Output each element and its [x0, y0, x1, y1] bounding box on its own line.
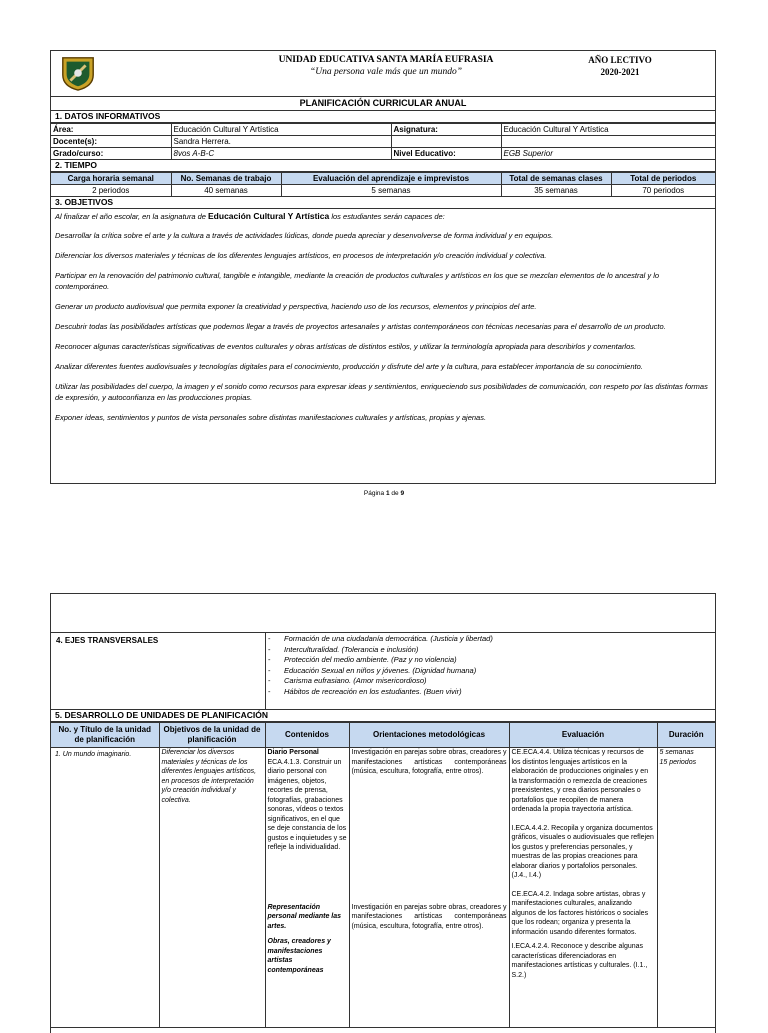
asignatura-label: Asignatura:	[391, 124, 501, 136]
intro-subject: Educación Cultural Y Artística	[208, 211, 330, 221]
ejes-list	[266, 633, 493, 709]
nivel-value: EGB Superior	[501, 148, 715, 160]
page-number-current: 1	[385, 490, 390, 497]
objective-item: Descubrir todas las posibilidades artísticas que podemos llegar a través de proyectos artesanales y artistas contemporáneos con técnicas necesarias para el desarrollo de un producto.	[55, 322, 666, 331]
objective-item: Analizar diferentes fuentes audiovisuales y tecnologías digitales para el conocimiento, producción y disfrute del arte y la cultura, para establecer importancia de su conocimiento.	[55, 362, 643, 371]
unit-duration	[657, 748, 715, 1028]
school-name-block	[201, 54, 571, 78]
duration-periods: 15 periodos	[659, 758, 697, 766]
objective-item: Participar en la renovación del patrimonio cultural, tangible e intangible, mediante la creación de productos culturales y artísticos en los que se mezclan elementos de lo ancestral y lo contemporáneo.	[55, 271, 660, 291]
docente-empty-cell	[391, 136, 501, 148]
plan-header: Objetivos de la unidad de planificación	[159, 723, 265, 748]
plan-header: Orientaciones metodológicas	[349, 723, 509, 748]
objective-item: Utilizar las posibilidades del cuerpo, la imagen y el sonido como recursos para expresar ideas y sentimientos, enriqueciendo sus posibilidades de comunicación, con respeto por las distintas formas de expresión, y autoconfianza en las producciones propias.	[55, 382, 708, 402]
objective-item: Diferenciar los diversos materiales y técnicas de los diferentes lenguajes artísticos, en procesos de interpretación y/o creación individual y colectiva.	[55, 251, 547, 260]
tiempo-value: 70 periodos	[611, 185, 715, 197]
page-number-prefix: Página	[363, 490, 386, 497]
tiempo-value: 35 semanas	[501, 185, 611, 197]
page-two	[50, 593, 716, 1033]
tiempo-header: Evaluación del aprendizaje e imprevistos	[281, 173, 501, 185]
objetivos-intro	[51, 209, 715, 224]
nivel-label: Nivel Educativo:	[391, 148, 501, 160]
page-two-header-blank	[51, 594, 715, 633]
page-number-total: 9	[400, 490, 405, 497]
tiempo-table	[51, 172, 715, 197]
objective-item: Desarrollar la crítica sobre el arte y la cultura a través de actividades lúdicas, donde pueda apreciar y desenvolverse de forma individual y en equipos.	[55, 231, 554, 240]
eval-text: I.ECA.4.4.2. Recopila y organiza documentos gráficos, visuales o audiovisuales que reflejen los gustos y preferencias personales, y muestras de las propias creaciones para elaborar diarios y portafolios personales. (J.4., I.4.)	[511, 824, 654, 879]
ejes-label: 4. EJES TRANSVERSALES	[51, 633, 266, 709]
section-datos-title: 1. DATOS INFORMATIVOS	[51, 111, 715, 123]
section-tiempo-title: 2. TIEMPO	[51, 160, 715, 172]
unit-contents	[265, 748, 349, 1028]
eval-text: I.ECA.4.2.4. Reconoce y describe algunas características diferenciadoras en manifestaciones artísticas y culturales. (I.1., S.2.)	[511, 943, 648, 979]
content-title: Obras, creadores y manifestaciones artistas contemporáneas	[267, 938, 331, 974]
plan-header: Evaluación	[509, 723, 657, 748]
section-objetivos-title: 3. OBJETIVOS	[51, 197, 715, 209]
asignatura-value: Educación Cultural Y Artística	[501, 124, 715, 136]
content-title: Diario Personal	[267, 749, 319, 756]
objective-item: Reconocer algunas características significativas de eventos culturales y obras artísticas de distintos estilos, y utilizar la terminología apropiada para describirlos y comentarlos.	[55, 342, 637, 351]
document-header	[51, 51, 715, 97]
school-name: UNIDAD EDUCATIVA SANTA MARÍA EUFRASIA	[278, 55, 494, 65]
year-label: AÑO LECTIVO	[588, 55, 652, 65]
tiempo-header: No. Semanas de trabajo	[171, 173, 281, 185]
datos-table	[51, 123, 715, 160]
tiempo-value: 2 periodos	[51, 185, 171, 197]
eje-item: - Educación Sexual en niños y jóvenes. (Dignidad humana)	[284, 666, 493, 677]
docente-empty-cell	[501, 136, 715, 148]
plan-header: Duración	[657, 723, 715, 748]
objective-item: Exponer ideas, sentimientos y puntos de vista personales sobre distintas manifestaciones culturales y artísticas, propias y ajenas.	[55, 413, 487, 422]
eval-text: CE.ECA.4.2. Indaga sobre artistas, obras y manifestaciones culturales, analizando algunos de los factores históricos o sociales que los rodean; organiza y presenta la información usando diferentes formatos.	[511, 890, 649, 936]
unit-evaluation	[509, 748, 657, 1028]
page-number-middle: de	[389, 490, 401, 497]
plan-header: No. y Título de la unidad de planificación	[51, 723, 159, 748]
content-text: ECA.4.1.3. Construir un diario personal con imágenes, objetos, recortes de prensa, fotografías, grabaciones sonoras, vídeos o textos significativos, en el que se deje constancia de los gustos e inquietudes y se refleje la individualidad.	[267, 758, 347, 851]
grado-label: Grado/curso:	[51, 148, 171, 160]
area-value: Educación Cultural Y Artística	[171, 124, 391, 136]
tiempo-value: 40 semanas	[171, 185, 281, 197]
eje-item: - Hábitos de recreación en los estudiantes. (Buen vivir)	[284, 687, 493, 698]
page-number	[0, 490, 768, 497]
school-motto: “Una persona vale más que un mundo”	[310, 67, 462, 77]
grado-value: 8vos A-B-C	[171, 148, 391, 160]
area-label: Área:	[51, 124, 171, 136]
content-title: Representación personal mediante las artes.	[267, 903, 342, 930]
school-year-block	[565, 54, 675, 78]
content-gap	[268, 853, 347, 903]
plan-header: Contenidos	[265, 723, 349, 748]
tiempo-header: Total de semanas clases	[501, 173, 611, 185]
unit-methods	[349, 748, 509, 1028]
ejes-section	[51, 633, 715, 710]
page-one	[50, 50, 716, 484]
tiempo-header: Total de periodos	[611, 173, 715, 185]
objective-item: Generar un producto audiovisual que permita exponer la creatividad y perspectiva, haciendo uso de los recursos, elementos y principios del arte.	[55, 302, 537, 311]
unit-objective: Diferenciar los diversos materiales y técnicas de los diferentes lenguajes artísticos, en procesos de interpretación y/o creación individual y colectiva.	[159, 748, 265, 1028]
intro-text: los estudiantes serán capaces de:	[329, 212, 445, 221]
plan-title: PLANIFICACIÓN CURRICULAR ANUAL	[51, 97, 715, 111]
eje-item: - Formación de una ciudadanía democrática. (Justicia y libertad)	[284, 634, 493, 645]
intro-text: Al finalizar el año escolar, en la asignatura de	[55, 212, 209, 221]
eje-item: - Carisma eufrasiano. (Amor misericordioso)	[284, 676, 493, 687]
school-crest-icon	[59, 54, 97, 92]
tiempo-value: 5 semanas	[281, 185, 501, 197]
duration-weeks: 5 semanas	[659, 749, 694, 756]
desarrollo-table	[51, 722, 715, 1028]
section-desarrollo-title: 5. DESARROLLO DE UNIDADES DE PLANIFICACIÓN	[51, 710, 715, 722]
method-gap	[352, 777, 507, 903]
eval-text: CE.ECA.4.4. Utiliza técnicas y recursos de los distintos lenguajes artísticos en la elaboración de producciones originales y en la transformación o remezcla de creaciones preexistentes, y crea diarios personales o portafolios que recopilen de manera ordenada la propia trayectoria artística.	[511, 749, 649, 813]
eje-item: - Protección del medio ambiente. (Paz y no violencia)	[284, 655, 493, 666]
unit-title: 1. Un mundo imaginario.	[51, 748, 159, 1028]
docente-value: Sandra Herrera.	[171, 136, 391, 148]
tiempo-header: Carga horaria semanal	[51, 173, 171, 185]
method-text: Investigación en parejas sobre obras, creadores y manifestaciones artísticas contemporáneas (música, escultura, fotografía, entre otros).	[351, 749, 507, 775]
docente-label: Docente(s):	[51, 136, 171, 148]
year-value: 2020-2021	[600, 67, 640, 77]
objetivos-body	[51, 209, 715, 423]
method-text: Investigación en parejas sobre obras, creadores y manifestaciones artísticas contemporáneas (música, escultura, fotografía, entre otros).	[351, 903, 507, 930]
eje-item: - Interculturalidad. (Tolerancia e inclusión)	[284, 645, 493, 656]
